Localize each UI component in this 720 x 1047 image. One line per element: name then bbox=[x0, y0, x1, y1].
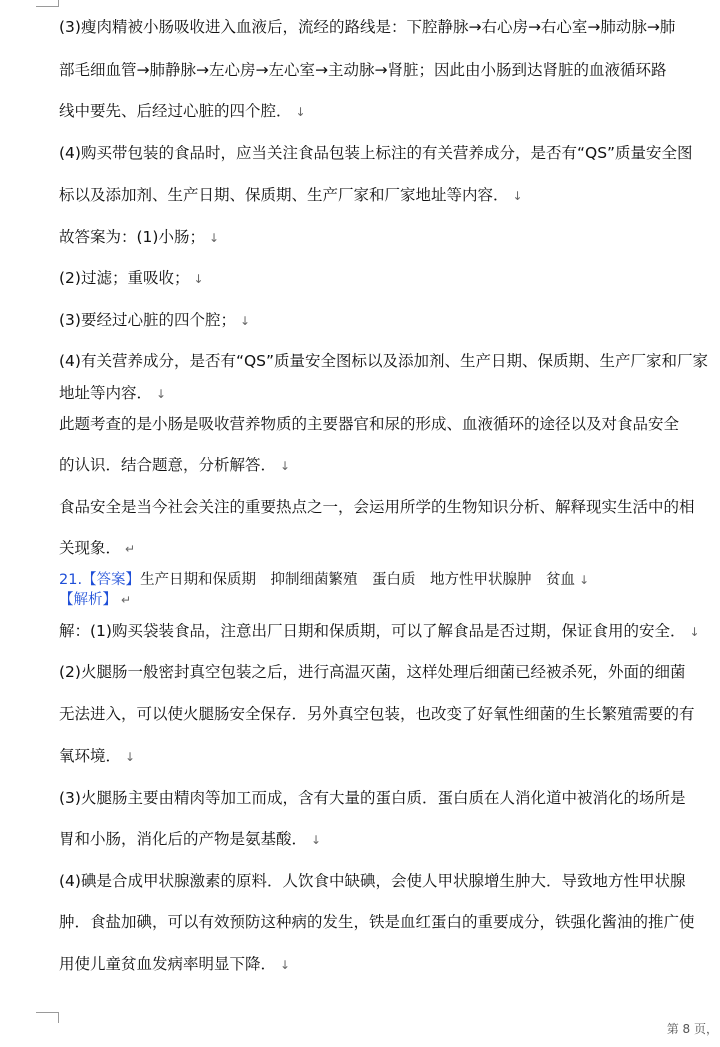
text-line: 线中要先、后经过心脏的四个腔． ↓ bbox=[59, 102, 306, 120]
analysis-line bbox=[59, 590, 710, 610]
text-line: 的认识．结合题意，分析解答． ↓ bbox=[59, 456, 291, 474]
paragraph-mark-icon: ↓ bbox=[208, 231, 220, 245]
text-line: 此题考查的是小肠是吸收营养物质的主要器官和尿的形成、血液循环的途径以及对食品安全 bbox=[59, 415, 680, 433]
text-line: (3)要经过心脏的四个腔； ↓ bbox=[59, 311, 251, 329]
text-line: 标以及添加剂、生产日期、保质期、生产厂家和厂家地址等内容． ↓ bbox=[59, 186, 523, 204]
text-line: 故答案为：(1)小肠； ↓ bbox=[59, 228, 220, 246]
paragraph-mark-icon: ↓ bbox=[280, 459, 291, 473]
paragraph-mark-icon: ↓ bbox=[295, 105, 306, 119]
text-line: (2)过滤；重吸收； ↓ bbox=[59, 269, 204, 287]
answer-label: 21.【答案】 bbox=[59, 572, 141, 588]
text-line: (4)碘是合成甲状腺激素的原料．人饮食中缺碘，会使人甲状腺增生肿大．导致地方性甲状腺 bbox=[59, 872, 686, 890]
text-line: 地址等内容． ↓ bbox=[59, 384, 167, 402]
paragraph-mark-icon: ↓ bbox=[280, 958, 291, 972]
text-line: (4)购买带包装的食品时，应当关注食品包装上标注的有关营养成分，是否有“QS”质量安全图 bbox=[59, 144, 693, 162]
text-line: (3)瘦肉精被小肠吸收进入血液后，流经的路线是：下腔静脉→右心房→右心室→肺动脉→肺 bbox=[59, 18, 676, 36]
paragraph-mark-icon: ↵ bbox=[121, 593, 132, 607]
answer-text: 生产日期和保质期 抑制细菌繁殖 蛋白质 地方性甲状腺肿 贫血 bbox=[140, 572, 576, 588]
text-line: 解：(1)购买袋装食品，注意出厂日期和保质期，可以了解食品是否过期，保证食用的安全． ↓ bbox=[59, 622, 700, 640]
page-number: 第 8 页， bbox=[666, 1022, 718, 1036]
paragraph-mark-icon: ↓ bbox=[311, 833, 322, 847]
text-line: (2)火腿肠一般密封真空包装之后，进行高温灭菌，这样处理后细菌已经被杀死，外面的细菌 bbox=[59, 663, 686, 681]
text-line: 食品安全是当今社会关注的重要热点之一，会运用所学的生物知识分析、解释现实生活中的相 bbox=[59, 498, 695, 516]
paragraph-mark-icon: ↓ bbox=[512, 189, 523, 203]
text-line: 氧环境． ↓ bbox=[59, 747, 136, 765]
text-line: 胃和小肠，消化后的产物是氨基酸． ↓ bbox=[59, 830, 322, 848]
paragraph-mark-icon: ↓ bbox=[579, 573, 590, 587]
analysis-label: 【解析】 bbox=[59, 592, 117, 608]
answer-line bbox=[59, 570, 710, 590]
paragraph-mark-icon: ↓ bbox=[125, 750, 136, 764]
text-line: 关现象． ↵ bbox=[59, 539, 136, 557]
page-corner-mark-bottom bbox=[36, 1012, 59, 1023]
text-line: 用使儿童贫血发病率明显下降． ↓ bbox=[59, 955, 291, 973]
page-corner-mark-top bbox=[36, 0, 59, 7]
text-line: (3)火腿肠主要由精肉等加工而成，含有大量的蛋白质．蛋白质在人消化道中被消化的场所是 bbox=[59, 789, 686, 807]
paragraph-mark-icon: ↓ bbox=[689, 625, 700, 639]
paragraph-mark-icon: ↓ bbox=[193, 272, 204, 286]
text-line: 肿．食盐加碘，可以有效预防这种病的发生，铁是血红蛋白的重要成分，铁强化酱油的推广使 bbox=[59, 913, 695, 931]
paragraph-mark-icon: ↓ bbox=[156, 387, 167, 401]
text-line: 无法进入，可以使火腿肠安全保存．另外真空包装，也改变了好氧性细菌的生长繁殖需要的有 bbox=[59, 705, 695, 723]
paragraph-mark-icon: ↵ bbox=[125, 542, 136, 556]
paragraph-mark-icon: ↓ bbox=[239, 314, 251, 328]
text-line: 部毛细血管→肺静脉→左心房→左心室→主动脉→肾脏；因此由小肠到达肾脏的血液循环路 bbox=[59, 61, 667, 79]
text-line: (4)有关营养成分，是否有“QS”质量安全图标以及添加剂、生产日期、保质期、生产厂家和厂家 bbox=[59, 352, 709, 370]
